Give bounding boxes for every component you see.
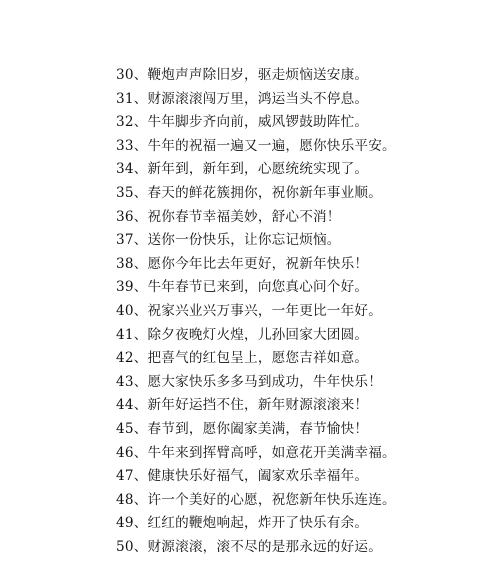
list-item: 35、春天的鲜花簇拥你，祝你新年事业顺。 xyxy=(116,184,382,201)
list-item: 31、财源滚滚闯万里，鸿运当头不停息。 xyxy=(116,90,369,107)
list-item: 49、红红的鞭炮响起，炸开了快乐有余。 xyxy=(116,515,369,532)
list-item: 41、除夕夜晚灯火煌，儿孙回家大团圆。 xyxy=(116,326,369,343)
list-item: 45、春节到，愿你阖家美满，春节愉快！ xyxy=(116,420,369,437)
list-item: 34、新年到，新年到，心愿统统实现了。 xyxy=(116,161,369,178)
list-item: 39、牛年春节已来到，向您真心问个好。 xyxy=(116,279,369,296)
list-item: 38、愿你今年比去年更好，祝新年快乐！ xyxy=(116,255,369,272)
list-item: 36、祝你春节幸福美妙，舒心不消！ xyxy=(116,208,341,225)
list-item: 32、牛年脚步齐向前，威风锣鼓助阵忙。 xyxy=(116,114,369,131)
list-item: 47、健康快乐好福气，阖家欢乐幸福年。 xyxy=(116,468,369,485)
list-item: 46、牛年来到挥臂高呼，如意花开美满幸福。 xyxy=(116,444,396,461)
list-item: 43、愿大家快乐多多马到成功，牛年快乐！ xyxy=(116,373,382,390)
list-item: 30、鞭炮声声除旧岁，驱走烦恼送安康。 xyxy=(116,67,369,83)
list-item: 40、祝家兴业兴万事兴，一年更比一年好。 xyxy=(116,302,382,319)
list-item: 44、新年好运挡不住，新年财源滚滚来！ xyxy=(116,397,369,414)
list-item: 37、送你一份快乐，让你忘记烦恼。 xyxy=(116,232,341,249)
list-item: 33、牛年的祝福一遍又一遍，愿你快乐平安。 xyxy=(116,137,396,154)
list-item: 42、把喜气的红包呈上，愿您吉祥如意。 xyxy=(116,350,369,367)
list-item: 50、财源滚滚，滚不尽的是那永远的好运。 xyxy=(116,538,382,555)
list-item: 48、许一个美好的心愿，祝您新年快乐连连。 xyxy=(116,491,396,508)
greeting-list xyxy=(116,64,486,559)
